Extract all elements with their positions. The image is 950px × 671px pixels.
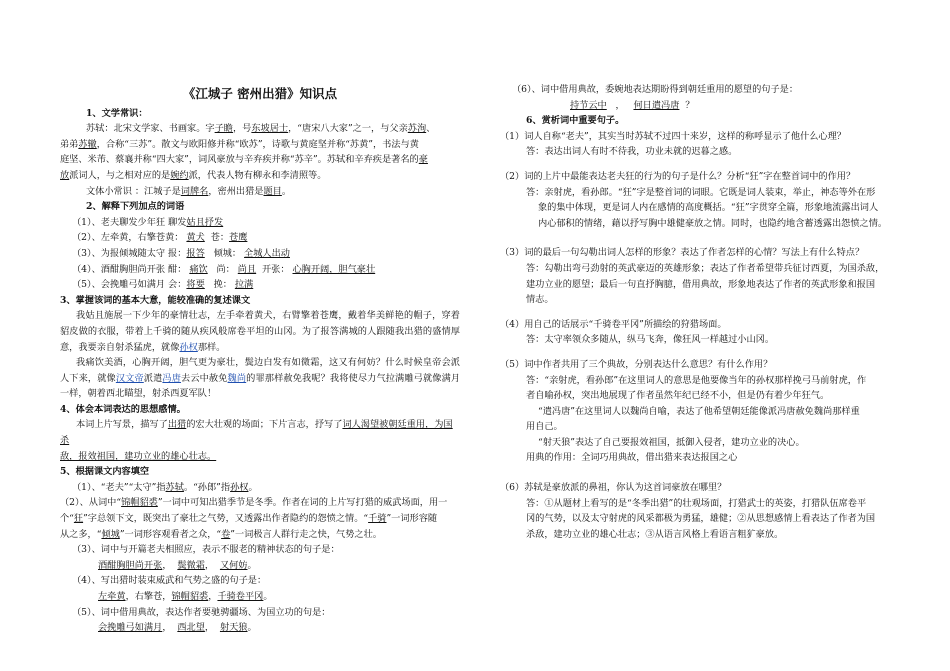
q2-answer-2: 象的集中体现，更是词人内在感情的高度概括。“狂”字贯穿全篇，形象地流露出词人 (538, 202, 879, 214)
s4-paragraph-cont: 敌，报效祖国，建功立业的雄心壮志。 (60, 450, 217, 462)
q2-answer-3: 内心郁积的情绪，藉以抒写胸中雄健豪放之情。同时，也隐约地含蓄透露出怨愤之情。 (538, 217, 888, 229)
q1-answer: 答：表达出词人有时不待我，功业未就的迟暮之感。 (526, 146, 738, 158)
section-3-heading: 3、掌握该词的基本大意，能较准确的复述课文 (60, 294, 251, 306)
section-5-heading: 5、根据课文内容填空 (60, 466, 150, 478)
q5-question: （5）词中作者共用了三个典故，分别表达什么意思？有什么作用？ (500, 358, 773, 370)
q6-question: （6）苏轼是豪放派的鼻祖，你认为这首词豪放在哪里？ (500, 482, 727, 494)
s1-line-2: 弟弟苏辙，合称“三苏”。散文与欧阳修并称“欧苏”，诗歌与黄庭坚并称“苏黄”，书法与黄 (60, 138, 419, 150)
q6-answer-1: 答：①从题材上看写的是“冬季出猎”的壮观场面，打猎武士的英姿，打猎队伍席卷平 (526, 497, 867, 509)
q5-answer-2: 者自喻孙权，突出地展现了作者虽然年纪已经不小，但是仍有着少年狂气。 (526, 390, 830, 402)
q3-answer-2: 建功立业的愿望；最后一句直抒胸臆，借用典故，形象地表达了作者的英武形象和报国 (526, 278, 876, 290)
s1-line-3: 庭坚、米芾、蔡襄并称“四大家”，词风豪放与辛弃疾并称“苏辛”。苏轼和辛弃疾是著名的豪 (60, 154, 428, 166)
section-4-heading: 4、体会本词表达的思想感情。 (60, 403, 186, 415)
q5-answer-3: “遣冯唐”在这里词人以魏尚自喻，表达了他希望朝廷能像派冯唐赦免魏尚那样重 (538, 405, 860, 417)
right-column (500, 82, 900, 542)
r6-answer: 持节云中 ， 何日遣冯唐 ？ (570, 99, 695, 111)
s5-item-5: （5）、词中借用典故，表达作者要驰骋疆场、为国立功的句是： (72, 606, 331, 618)
s3-paragraph-2: 我痛饮美酒，心胸开阔，胆气更为豪壮，鬓边白发有如微霜，这又有何妨？什么时候皇帝会派人下来，就像汉文帝派遣冯唐去云中赦免魏尚的罪那样赦免我呢？我将使尽力气拉满雕弓就像满月一样，朝着西北瞄望，射杀西夏军队！ (60, 357, 461, 400)
q5-answer-5: “射天狼”表达了自己要报效祖国，抵御入侵者，建功立业的决心。 (538, 436, 805, 448)
s2-item-3: （3）、为报倾城随太守 报：报答 倾城： 全城人出动 (72, 247, 290, 259)
q2-question: （2）词的上片中最能表达老夫狂的行为的句子是什么？分析“狂”字在整首词中的作用？ (500, 170, 856, 182)
s1-line-4: 放派词人，与之相对应的是婉约派，代表人物有柳永和李清照等。 (60, 169, 327, 181)
s5-item-4: （4）、写出猎时装束威武和气势之盛的句子是： (72, 575, 267, 587)
q5-answer-4: 用自己。 (526, 421, 563, 433)
s1-line-1: 苏轼：北宋文学家、书画家。字子瞻，号东坡居士，“唐宋八大家”之一，与父亲苏洵、 (86, 123, 436, 135)
s2-item-1: （1）、老夫聊发少年狂 聊发姑且抒发 (72, 216, 224, 228)
page-title: 《江城子 密州出猎》知识点 (182, 86, 338, 101)
s5-item-3-answer: 酒酣胸胆尚开张， 鬓微霜， 又何妨。 (98, 559, 257, 571)
s2-item-2: （2）、左牵黄，右擎苍黄： 黄犬 苍：苍鹰 (72, 232, 248, 244)
q4-answer: 答：太守率领众多随从，纵马飞奔，像狂风一样越过小山冈。 (526, 334, 775, 346)
section-1-heading: 1、文学常识： (86, 107, 148, 119)
s1-line-5: 文体小常识 ：江城子是词牌名，密州出猎是题目。 (86, 185, 292, 197)
r6-question: （6）、词中借用典故，委婉地表达期盼得到朝廷重用的愿望的句子是： (512, 84, 799, 95)
q3-question: （3）词的最后一句勾勒出词人怎样的形象？表达了作者怎样的心情？写法上有什么特点？ (500, 247, 865, 259)
section-2-heading: 2、解释下列加点的词语 (86, 201, 185, 213)
s5-item-3: （3）、词中与开篇老夫相照应，表示不服老的精神状态的句子是： (72, 544, 340, 556)
s5-item-2-line2: 个“狂”字总领下文，既突出了豪壮之气势，又透露出作者隐约的怨愤之情。“千骑”一词形容随 (60, 513, 438, 525)
left-column (60, 0, 460, 636)
q5-answer-6: 用典的作用：全词巧用典故，借出猎来表达报国之心 (526, 452, 738, 464)
section-6-heading: 6、赏析词中重要句子。 (526, 115, 625, 127)
s2-item-5: （5）、会挽雕弓如满月 会：将要 挽： 拉满 (72, 279, 254, 291)
q3-answer-3: 情志。 (526, 294, 554, 306)
q4-question: （4）用自己的话展示“千骑卷平冈”所描绘的狩猎场面。 (500, 318, 727, 330)
s3-paragraph-1: 我姑且施展一下少年的豪情壮志，左手牵着黄犬，右臂擎着苍鹰，戴着华美鲜艳的帽子，穿着貂皮做的衣服，带着上千骑的随从疾风般席卷平坦的山冈。为了报答满城的人跟随我出猎的盛情厚意，我要亲自射杀猛虎，就像孙权那样。 (60, 310, 460, 353)
s2-item-4: （4）、酒酣胸胆尚开张 酣： 痛饮 尚： 尚且 开张： 心胸开阔，胆气豪壮 (72, 263, 376, 275)
s5-item-2-line3: 从之多，“倾城”一词形容观看者之众，“卷”一词极言人群行走之快，气势之壮。 (60, 528, 382, 540)
s5-item-1: （1）、“老夫”“太守”指苏轼。“孙郎”指孙权。 (72, 481, 258, 493)
q1-question: （1）词人自称“老夫”，其实当时苏轼不过四十来岁，这样的称呼显示了他什么心理？ (500, 130, 846, 142)
s5-item-5-answer: 会挽雕弓如满月， 西北望， 射天狼。 (98, 622, 257, 634)
s5-item-2: （2）、从词中“锦帽貂裘”一词中可知出猎季节是冬季。作者在词的上片写打猎的威武场面，用一 (60, 497, 448, 509)
q6-answer-3: 杀敌，建功立业的雄心壮志；③从语言风格上看语言粗犷豪放。 (526, 528, 784, 540)
q6-answer-2: 冈的气势，以及太守射虎的风采都极为勇猛，雄健；②从思想感情上看表达了作者为国 (526, 513, 876, 525)
q3-answer-1: 答：勾勒出弯弓劲射的英武豪迈的英雄形象；表达了作者希望带兵征讨西夏，为国杀敌， (526, 262, 885, 274)
s5-item-4-answer: 左牵黄，右擎苍，锦帽貂裘，千骑卷平冈。 (98, 591, 273, 602)
q5-answer-1: 答：“亲射虎，看孙郎”在这里词人的意思是他要像当年的孙权那样挽弓马前射虎，作 (526, 374, 867, 386)
q2-answer-1: 答：亲射虎，看孙郎。“狂”字是整首词的词眼。它既是词人装束，举止，神态等外在形 (526, 186, 876, 198)
s4-paragraph: 本词上片写景，描写了出猎的宏大壮观的场面；下片言志，抒写了词人渴望被朝廷重用，为国杀 (60, 419, 453, 447)
